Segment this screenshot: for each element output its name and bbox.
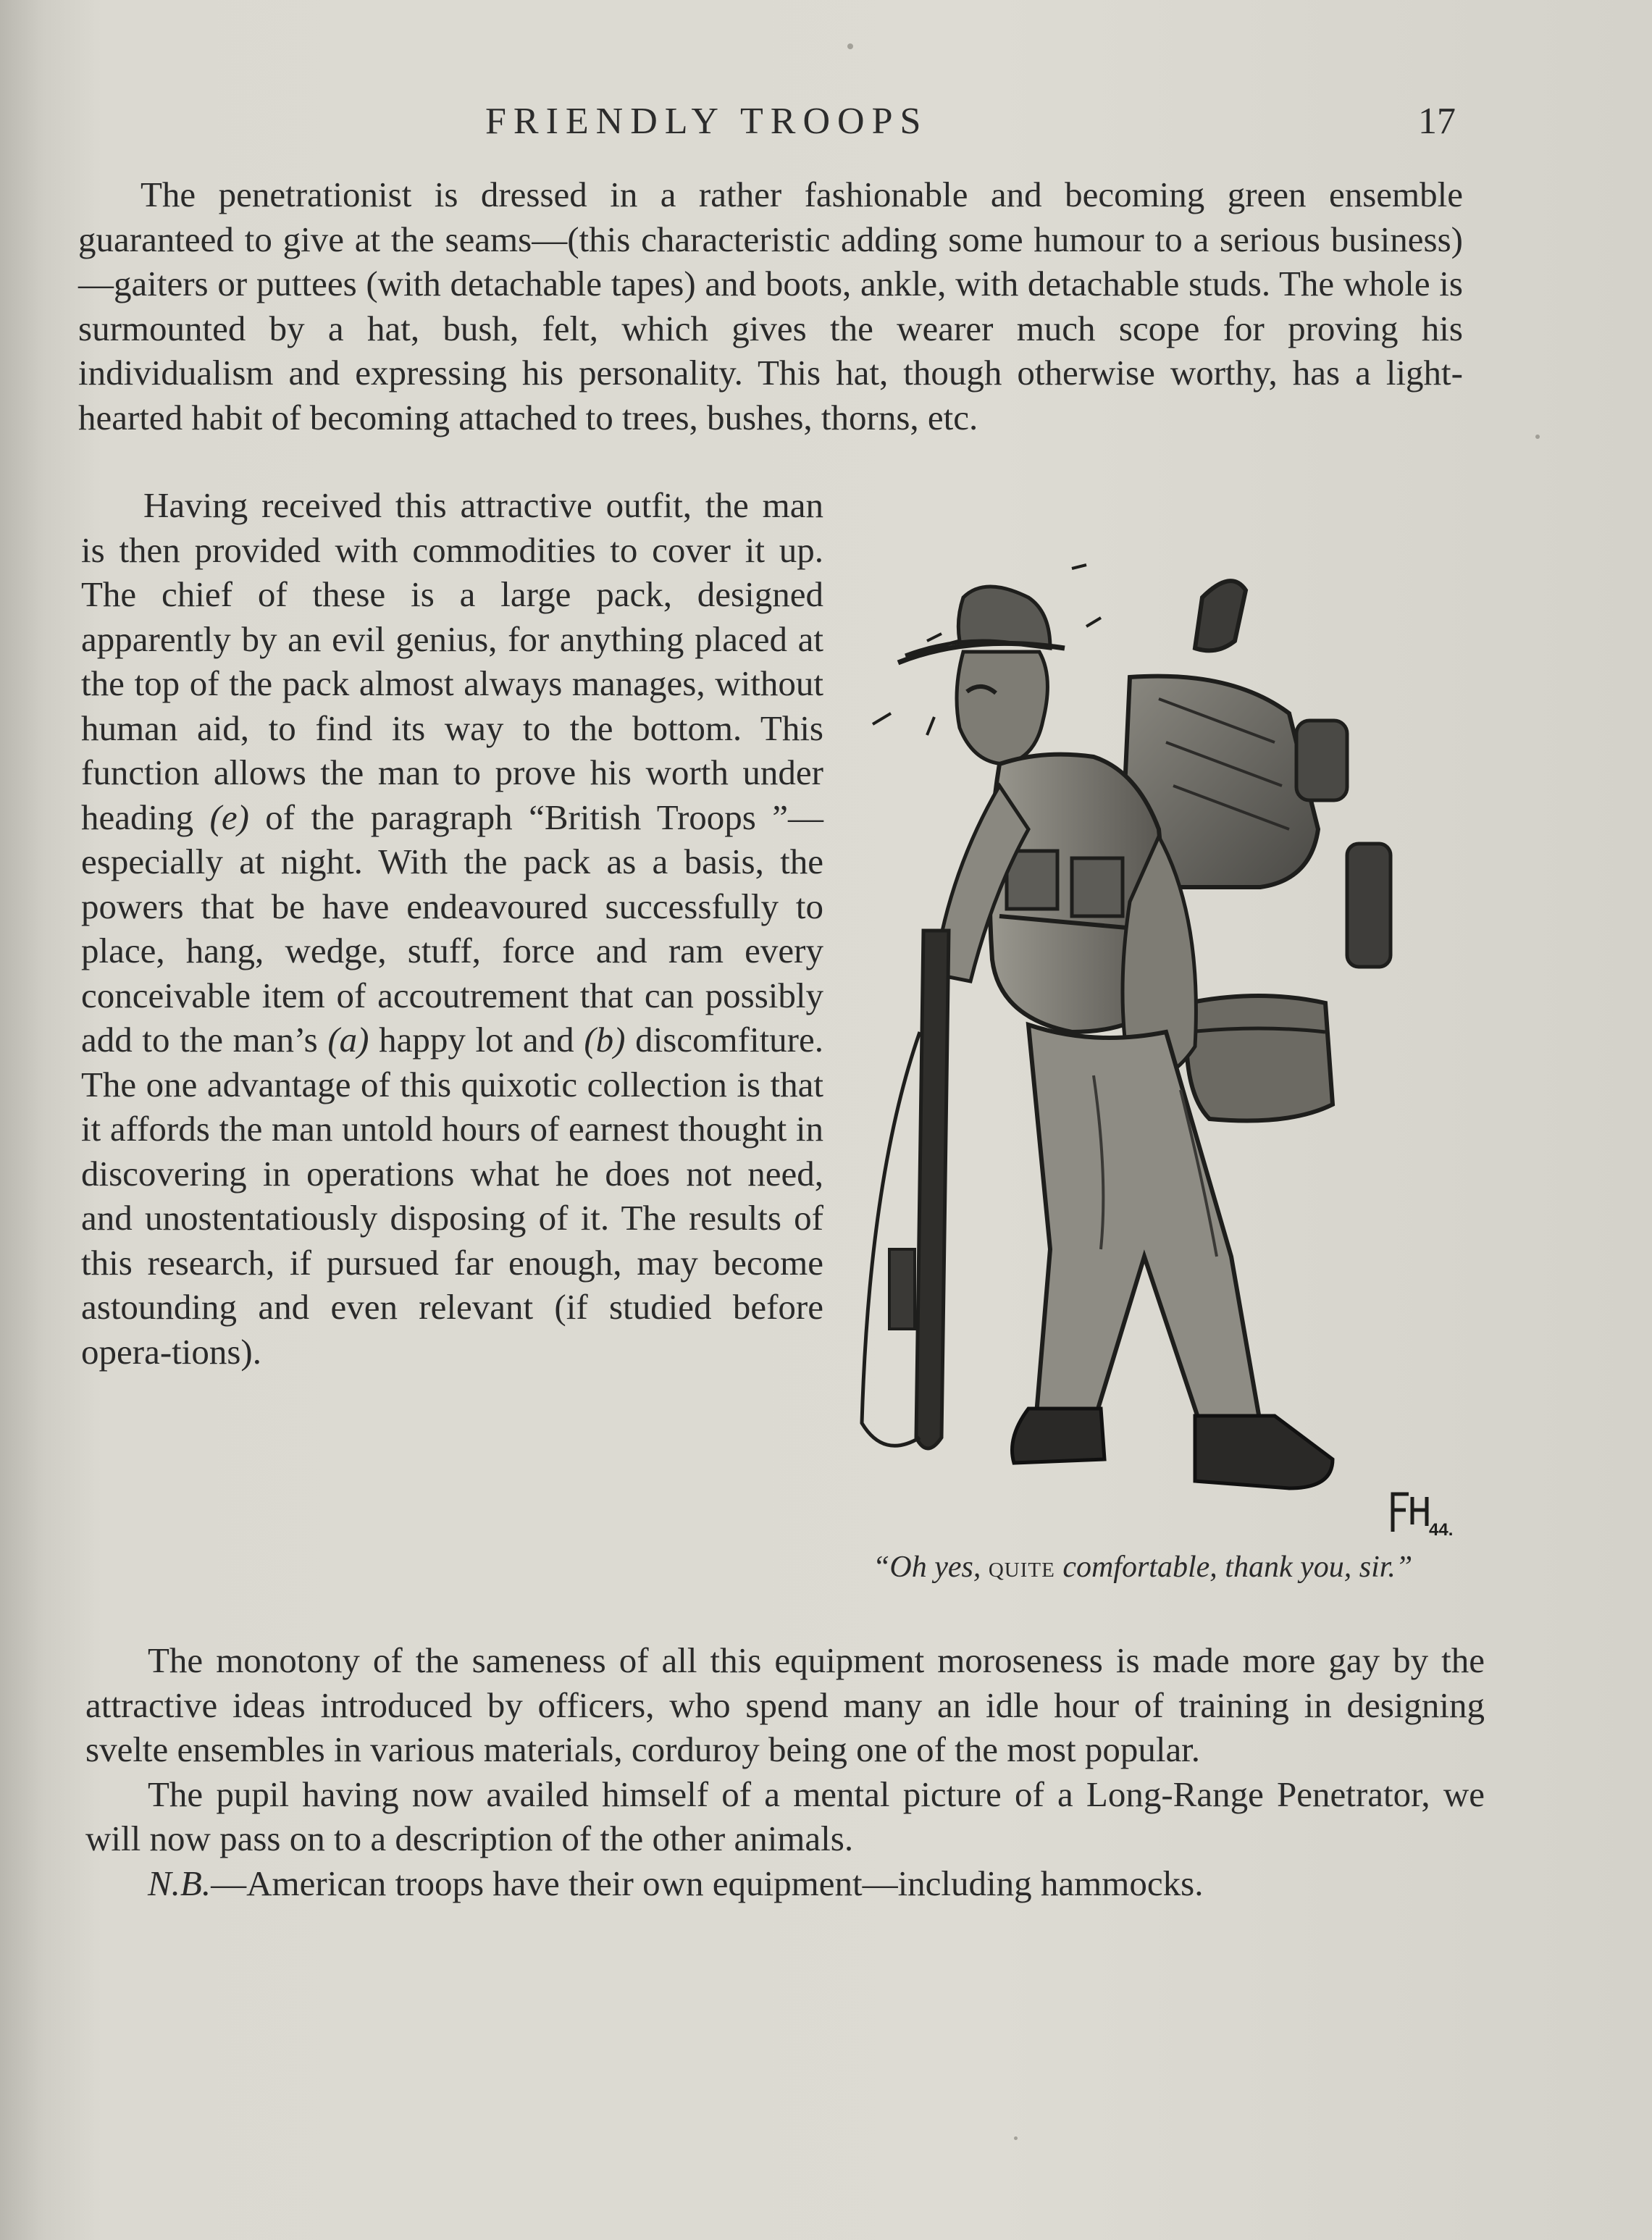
- closing-paragraphs: [85, 1638, 1485, 1905]
- running-title: FRIENDLY TROOPS: [485, 101, 928, 142]
- paragraph-2-part-4: discomfiture. The one advantage of this quixotic collection is that it affords the man untold hours of earnest thought in discovering in operations what he does not need, and unostentatiously disposing of it. The results of this research, if pursued far enough, may become astounding and even relevant (if studied before opera-: [81, 1020, 824, 1372]
- running-head: [0, 100, 1652, 151]
- haversack: [1186, 996, 1333, 1121]
- reference-b: (b): [584, 1020, 626, 1060]
- paragraph-2-part-2: of the paragraph “British Troops ”—especially at night. With the pack as a basis, the powers that be have endeavoured successfully to place, hang, wedge, stuff, force and ram every conceivable item of accoutrement that can possibly add to the man’s: [81, 797, 823, 1060]
- paragraph-3-text: The monotony of the sameness of all this equipment moroseness is made more gay by the attractive ideas introduced by officers, who spend many an idle hour of training in designing svelte ensembles in various materials, corduroy being one of the most popular.: [85, 1640, 1485, 1769]
- paragraph-5-body: —American troops have their own equipment—including hammocks.: [211, 1863, 1204, 1903]
- head: [957, 652, 1047, 764]
- signature-year: 44.: [1429, 1520, 1454, 1540]
- caption-close: comfortable, thank you, sir.”: [1054, 1551, 1413, 1584]
- reference-e: (e): [209, 797, 249, 837]
- paragraph-1: [78, 172, 1463, 440]
- paragraph-2-part-3: happy lot and: [369, 1020, 584, 1060]
- paper-speckle: [1014, 2136, 1018, 2140]
- mess-tin: [1195, 581, 1246, 650]
- paragraph-2-end: tions).: [172, 1331, 262, 1372]
- caption-open: “Oh yes,: [873, 1551, 989, 1584]
- paper-speckle: [1535, 435, 1540, 439]
- water-bottle: [1296, 721, 1347, 800]
- artist-signature: [1387, 1488, 1452, 1543]
- paragraph-5-text: [85, 1861, 1485, 1906]
- page-number: 17: [1418, 101, 1456, 142]
- rifle: [916, 931, 949, 1448]
- paragraph-2-column: [81, 483, 823, 1374]
- paper-speckle: [847, 43, 853, 49]
- soldier-illustration: [855, 525, 1492, 1546]
- paragraph-2-text: [81, 483, 823, 1374]
- caption-smallcaps: quite: [988, 1551, 1055, 1584]
- illustration-caption: [873, 1550, 1481, 1585]
- paragraph-4-text: The pupil having now availed himself of a mental picture of a Long-Range Penetrator, we will now pass on to a description of the other animals.: [85, 1774, 1485, 1858]
- left-boot: [1012, 1409, 1105, 1463]
- reference-a: (a): [327, 1020, 369, 1060]
- nb-label: N.B.: [148, 1863, 211, 1903]
- right-boot: [1195, 1416, 1333, 1488]
- paragraph-2-part-1: Having received this attractive outfit, the man is then provided with commodities to cover it up. The chief of these is a large pack, designed apparently by an evil genius, for anything placed at the top of the pack almost always manages, without human aid, to find its way to the bottom. This function allows the man to prove his worth under heading: [81, 485, 823, 837]
- paragraph-1-text: The penetrationist is dressed in a rather fashionable and becoming green ensemble guaranteed to give at the seams—(this characteristic adding some humour to a serious business)—gaiters or puttees (with detachable tapes) and boots, ankle, with detachable studs. The whole is surmounted by a hat, bush, felt, which gives the wearer much scope for proving his individualism and expressing his personality. This hat, though otherwise worthy, has a light-hearted habit of becoming attached to trees, bushes, thorns, etc.: [78, 175, 1463, 437]
